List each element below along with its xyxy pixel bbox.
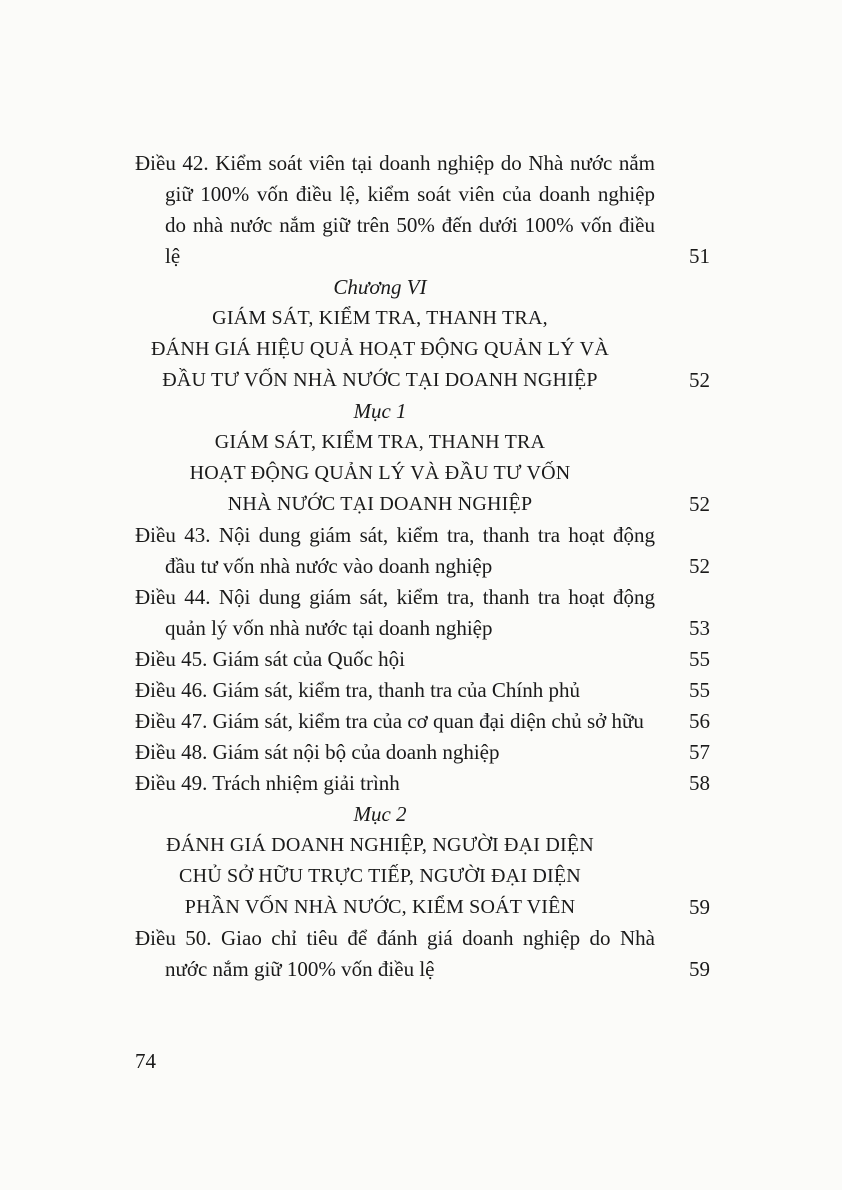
toc-section-label: Chương VI [333, 275, 427, 299]
toc-list [135, 148, 710, 985]
toc-entry-row [135, 582, 710, 644]
toc-page-number: 57 [689, 740, 710, 764]
toc-entry-row [135, 706, 710, 737]
toc-heading-text: GIÁM SÁT, KIỂM TRA, THANH TRA, ĐÁNH GIÁ HIỆU QUẢ HOẠT ĐỘNG QUẢN LÝ VÀ ĐẦU TƯ VỐN NHÀ NƯỚC TẠI DOANH NGHIỆP [151, 307, 609, 391]
toc-entry-row [135, 737, 710, 768]
toc-entry-row [135, 148, 710, 272]
toc-heading-text: ĐÁNH GIÁ DOANH NGHIỆP, NGƯỜI ĐẠI DIỆN CHỦ SỞ HỮU TRỰC TIẾP, NGƯỜI ĐẠI DIỆN PHẦN VỐN NHÀ NƯỚC, KIỂM SOÁT VIÊN [166, 834, 594, 918]
toc-entry-text: Điều 49. Trách nhiệm giải trình [135, 771, 400, 795]
toc-page-number: 55 [689, 647, 710, 671]
toc-page-number: 52 [689, 492, 710, 516]
toc-entry-row [135, 923, 710, 985]
toc-entry-text: Điều 44. Nội dung giám sát, kiểm tra, thanh tra hoạt động quản lý vốn nhà nước tại doanh nghiệp [135, 585, 655, 640]
toc-entry-row [135, 520, 710, 582]
toc-heading-row [135, 830, 710, 923]
toc-section-label: Mục 1 [353, 399, 407, 423]
toc-section-label: Mục 2 [353, 802, 407, 826]
toc-entry-text: Điều 46. Giám sát, kiểm tra, thanh tra của Chính phủ [135, 678, 580, 702]
toc-label-row [135, 396, 710, 427]
toc-page-number: 59 [689, 957, 710, 981]
toc-entry-text: Điều 50. Giao chỉ tiêu để đánh giá doanh nghiệp do Nhà nước nắm giữ 100% vốn điều lệ [135, 926, 655, 981]
toc-entry-text: Điều 45. Giám sát của Quốc hội [135, 647, 406, 671]
toc-label-row [135, 799, 710, 830]
toc-page-number: 55 [689, 678, 710, 702]
toc-page-number: 59 [689, 895, 710, 919]
toc-heading-text: GIÁM SÁT, KIỂM TRA, THANH TRA HOẠT ĐỘNG QUẢN LÝ VÀ ĐẦU TƯ VỐN NHÀ NƯỚC TẠI DOANH NGHIỆP [189, 431, 571, 515]
toc-entry-text: Điều 42. Kiểm soát viên tại doanh nghiệp do Nhà nước nắm giữ 100% vốn điều lệ, kiểm soát viên của doanh nghiệp do nhà nước nắm giữ trên 50% đến dưới 100% vốn điều lệ [135, 151, 655, 268]
footer-page-number: 74 [135, 1049, 156, 1073]
toc-entry-row [135, 644, 710, 675]
toc-entry-row [135, 768, 710, 799]
toc-page-number: 52 [689, 554, 710, 578]
toc-entry-text: Điều 47. Giám sát, kiểm tra của cơ quan đại diện chủ sở hữu [135, 709, 644, 733]
toc-label-row [135, 272, 710, 303]
toc-entry-text: Điều 48. Giám sát nội bộ của doanh nghiệp [135, 740, 500, 764]
toc-page-number: 58 [689, 771, 710, 795]
toc-page-number: 51 [689, 244, 710, 268]
toc-page-number: 53 [689, 616, 710, 640]
toc-heading-row [135, 427, 710, 520]
toc-entry-text: Điều 43. Nội dung giám sát, kiểm tra, thanh tra hoạt động đầu tư vốn nhà nước vào doanh nghiệp [135, 523, 655, 578]
toc-heading-row [135, 303, 710, 396]
toc-entry-row [135, 675, 710, 706]
toc-page-number: 56 [689, 709, 710, 733]
toc-page-number: 52 [689, 368, 710, 392]
